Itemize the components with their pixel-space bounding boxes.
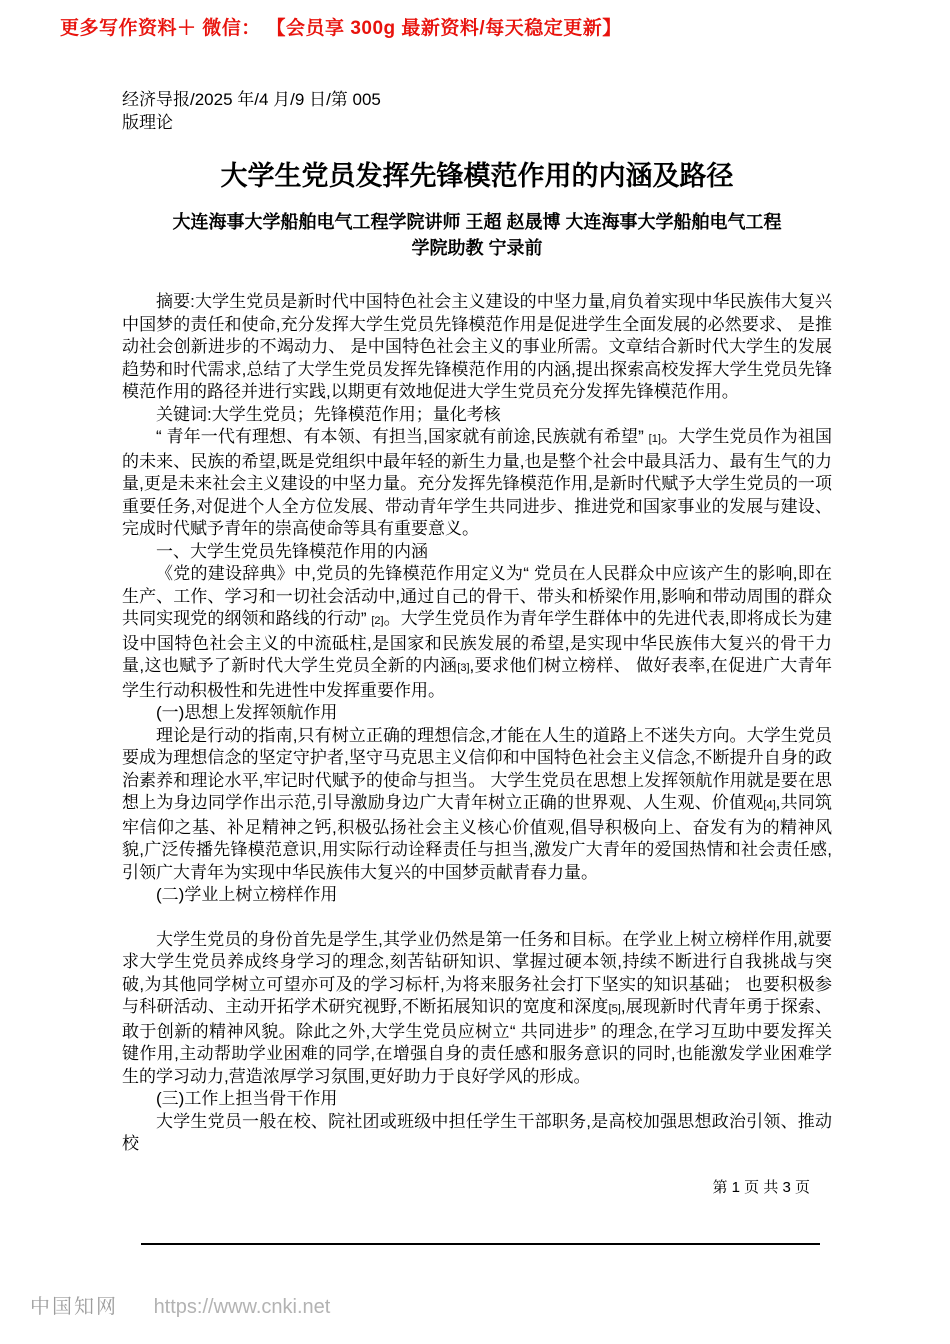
subsection3-heading: (三)工作上担当骨干作用	[156, 1089, 338, 1108]
source-line1: 经济导报/2025 年/4 月/9 日/第 005	[122, 90, 381, 109]
subsection2-heading: (二)学业上树立榜样作用	[156, 885, 338, 904]
article-authors	[122, 209, 832, 261]
citation-ref-3: [3]	[457, 662, 470, 674]
keywords-line: 关键词:大学生党员；先锋模范作用；量化考核	[156, 404, 501, 424]
publication-source	[122, 88, 832, 134]
subsection2-text-2: ,展现新时代青年勇于探索、敢于创新的精神风貌。除此之外,大学生党员应树立“ 共同进步” 的理念,在学习互助中要发挥关键作用,主动帮助学业困难的同学,在增强自身的责任感和服务意识的同时,也能激发学业困难学生的学习动力,营造浓厚学习氛围,更好助力于良好学风的形成。	[122, 997, 832, 1086]
article-body	[122, 291, 832, 1156]
abstract-paragraph: 摘要:大学生党员是新时代中国特色社会主义建设的中坚力量,肩负着实现中华民族伟大复兴中国梦的责任和使命,充分发挥大学生党员先锋模范作用是促进学生全面发展的必然要求、 是推动社会创新进步的不竭动力、 是中国特色社会主义的事业所需。文章结合新时代大学生的发展趋势和时代需求,总结了大学生党员发挥先锋模范作用的内涵,提出探索高校发挥大学生党员先锋模范作用的路径并进行实践,以期更有效地促进大学生党员充分发挥先锋模范作用。	[122, 292, 832, 401]
citation-ref-4: [4]	[763, 799, 776, 811]
source-line2: 版理论	[122, 113, 173, 132]
article-title: 大学生党员发挥先锋模范作用的内涵及路径	[220, 161, 734, 191]
intro-text-1: “ 青年一代有理想、有本领、有担当,国家就有前途,民族就有希望”	[156, 427, 649, 446]
authors-line2: 学院助教 宁录前	[411, 238, 543, 258]
watermark	[30, 1290, 330, 1319]
cnki-logo-text: 中国知网	[30, 1296, 118, 1318]
intro-text-2: 。大学生党员作为祖国的未来、民族的希望,既是党组织中最年轻的新生力量,也是整个社会中最具活力、最有生气的力量,更是未来社会主义建设的中坚力量。充分发挥先锋模范作用,是新时代赋予大学生党员的一项重要任务,对促进个人全方位发展、带动青年学生共同进步、推进党和国家事业的发展与建设、完成时代赋予青年的崇高使命等具有重要意义。	[122, 427, 832, 538]
subsection1-text-1: 理论是行动的指南,只有树立正确的理想信念,才能在人生的道路上不迷失方向。大学生党员要成为理想信念的坚定守护者,坚守马克思主义信仰和中国特色社会主义信念,不断提升自身的政治素养和理论水平,牢记时代赋予的使命与担当。 大学生党员在思想上发挥领航作用就是要在思想上为身边同学作出示范,引导激励身边广大青年树立正确的世界观、人生观、价值观	[122, 725, 832, 812]
subsection3-paragraph: 大学生党员一般在校、院社团或班级中担任学生干部职务,是高校加强思想政治引领、推动校	[122, 1111, 832, 1153]
section1-text-3: ,要求他们树立榜样、 做好表率,在促进广大青年学生行动积极性和先进性中发挥重要作用。	[122, 656, 832, 700]
authors-line1: 大连海事大学船舶电气工程学院讲师 王超 赵晟博 大连海事大学船舶电气工程	[172, 212, 782, 232]
footer-divider	[141, 1243, 820, 1245]
page-indicator: 第 1 页 共 3 页	[712, 1178, 810, 1196]
section1-paragraph	[122, 563, 832, 702]
section1-heading: 一、大学生党员先锋模范作用的内涵	[156, 541, 428, 561]
subsection2-paragraph	[122, 929, 832, 1089]
section1-text-2: 。大学生党员作为青年学生群体中的先进代表,即将成长为建设中国特色社会主义的中流砥柱,是国家和民族发展的希望,是实现中华民族伟大复兴的骨干力量,这也赋予了新时代大学生党员全新的内涵	[122, 609, 832, 675]
citation-ref-2: [2]	[371, 615, 384, 627]
subsection2-text-1: 大学生党员的身份首先是学生,其学业仍然是第一任务和目标。在学业上树立榜样作用,就要求大学生党员养成终身学习的理念,刻苦钻研知识、掌握过硬本领,持续不断进行自我挑战与突破,为其他同学树立可望亦可及的学习标杆,为将来服务社会打下坚实的知识基础； 也要积极参与科研活动、主动开拓学术研究视野,不断拓展知识的宽度和深度	[122, 929, 832, 1016]
subsection1-text-2: ,共同筑牢信仰之基、补足精神之钙,积极弘扬社会主义核心价值观,倡导积极向上、奋发有为的精神风貌,广泛传播先锋模范意识,用实际行动诠释责任与担当,激发广大青年的爱国热情和社会责任感,引领广大青年为实现中华民族伟大复兴的中国梦贡献青春力量。	[122, 793, 832, 882]
cnki-url-link[interactable]: https://www.cnki.net	[153, 1296, 331, 1318]
citation-ref-5: [5]	[608, 1003, 621, 1015]
promo-banner: 更多写作资料＋ 微信： 【会员享 300g 最新资料/每天稳定更新】	[60, 18, 622, 39]
subsection1-heading: (一)思想上发挥领航作用	[156, 703, 338, 722]
section1-text-1: 《党的建设辞典》中,党员的先锋模范作用定义为“ 党员在人民群众中应该产生的影响,即在生产、工作、学习和一切社会活动中,通过自己的骨干、带头和桥梁作用,影响和带动周围的群众共同实现党的纲领和路线的行动”	[122, 564, 832, 628]
subsection1-paragraph	[122, 725, 832, 885]
intro-paragraph	[122, 426, 832, 541]
content-column	[122, 0, 832, 1197]
citation-ref-1: [1]	[648, 433, 661, 445]
